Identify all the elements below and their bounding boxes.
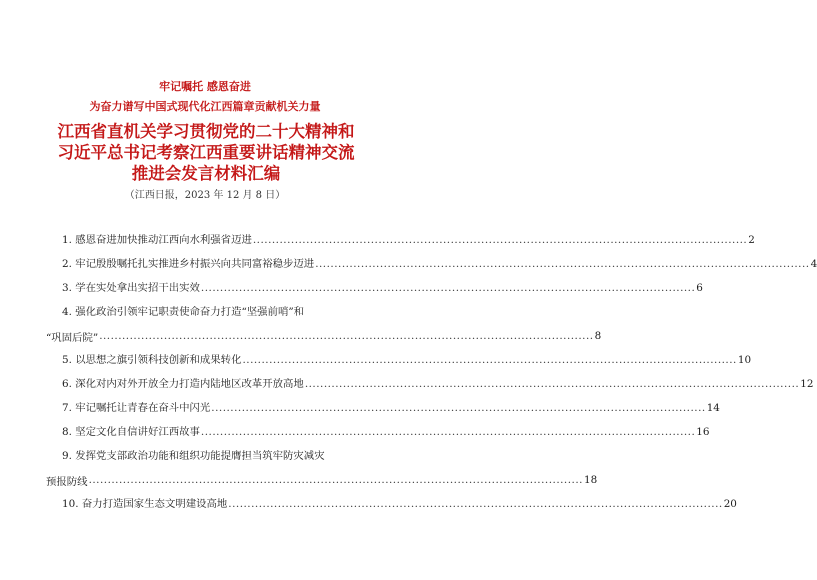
toc-page-number: 16 — [696, 426, 710, 438]
toc-page-number: 20 — [723, 498, 737, 510]
table-of-contents — [46, 228, 817, 516]
toc-entry-title: 2. 牢记殷殷嘱托扎实推进乡村振兴向共同富裕稳步迈进 — [62, 258, 315, 270]
toc-page-number: 2 — [748, 234, 755, 246]
toc-page-number: 12 — [800, 378, 814, 390]
toc-entry[interactable] — [62, 276, 703, 300]
toc-leader-dots — [315, 252, 809, 276]
toc-entry-title: 7. 牢记嘱托让青春在奋斗中闪光 — [62, 402, 211, 414]
toc-entry-title-continued: “巩固后院” — [46, 331, 99, 344]
toc-leader-dots — [242, 348, 736, 372]
toc-page-number: 14 — [706, 402, 720, 414]
subtitle-heading: 为奋力谱写中国式现代化江西篇章贡献机关力量 — [89, 100, 321, 113]
toc-entry[interactable] — [62, 348, 752, 372]
toc-entry-title: 6. 深化对内对外开放全力打造内陆地区改革开放高地 — [62, 378, 304, 390]
document-title: 江西省直机关学习贯彻党的二十大精神和习近平总书记考察江西重要讲话精神交流推进会发言材料汇编 — [57, 122, 355, 183]
toc-entry[interactable] — [62, 228, 755, 252]
toc-entry[interactable] — [62, 492, 737, 516]
toc-page-number: 6 — [696, 282, 703, 294]
toc-page-number: 4 — [810, 258, 817, 270]
toc-entry[interactable] — [46, 300, 602, 348]
toc-entry-title: 10. 奋力打造国家生态文明建设高地 — [62, 498, 228, 510]
toc-entry-title: 4. 强化政治引领牢记职责使命奋力打造“坚强前哨”和 — [62, 306, 305, 318]
toc-leader-dots — [211, 396, 705, 420]
toc-leader-dots — [201, 276, 695, 300]
toc-entry[interactable] — [62, 420, 710, 444]
toc-leader-dots — [228, 492, 722, 516]
source-line: （江西日报，2023 年 12 月 8 日） — [124, 190, 286, 201]
toc-entry[interactable] — [62, 252, 817, 276]
toc-entry[interactable] — [62, 372, 814, 396]
toc-entry-title: 1. 感恩奋进加快推动江西向水利强省迈进 — [62, 234, 252, 246]
toc-leader-dots — [305, 372, 799, 396]
toc-leader-dots — [89, 474, 583, 486]
toc-page-number: 10 — [737, 354, 752, 366]
toc-page-number: 8 — [594, 330, 602, 342]
toc-entry[interactable] — [62, 396, 720, 420]
toc-leader-dots — [99, 330, 593, 342]
toc-entry[interactable] — [46, 444, 598, 492]
toc-entry-title: 5. 以思想之旗引领科技创新和成果转化 — [62, 354, 242, 366]
kicker-heading: 牢记嘱托 感恩奋进 — [159, 80, 251, 93]
toc-leader-dots — [253, 228, 747, 252]
toc-leader-dots — [201, 420, 695, 444]
toc-entry-title-continued: 预报防线 — [46, 475, 88, 488]
toc-entry-title: 9. 发挥党支部政治功能和组织功能提膺担当筑牢防灾减灾 — [62, 450, 325, 462]
toc-entry-title: 3. 学在实处拿出实招干出实效 — [62, 282, 200, 294]
toc-entry-title: 8. 坚定文化自信讲好江西故事 — [62, 426, 200, 438]
toc-page-number: 18 — [583, 474, 598, 486]
